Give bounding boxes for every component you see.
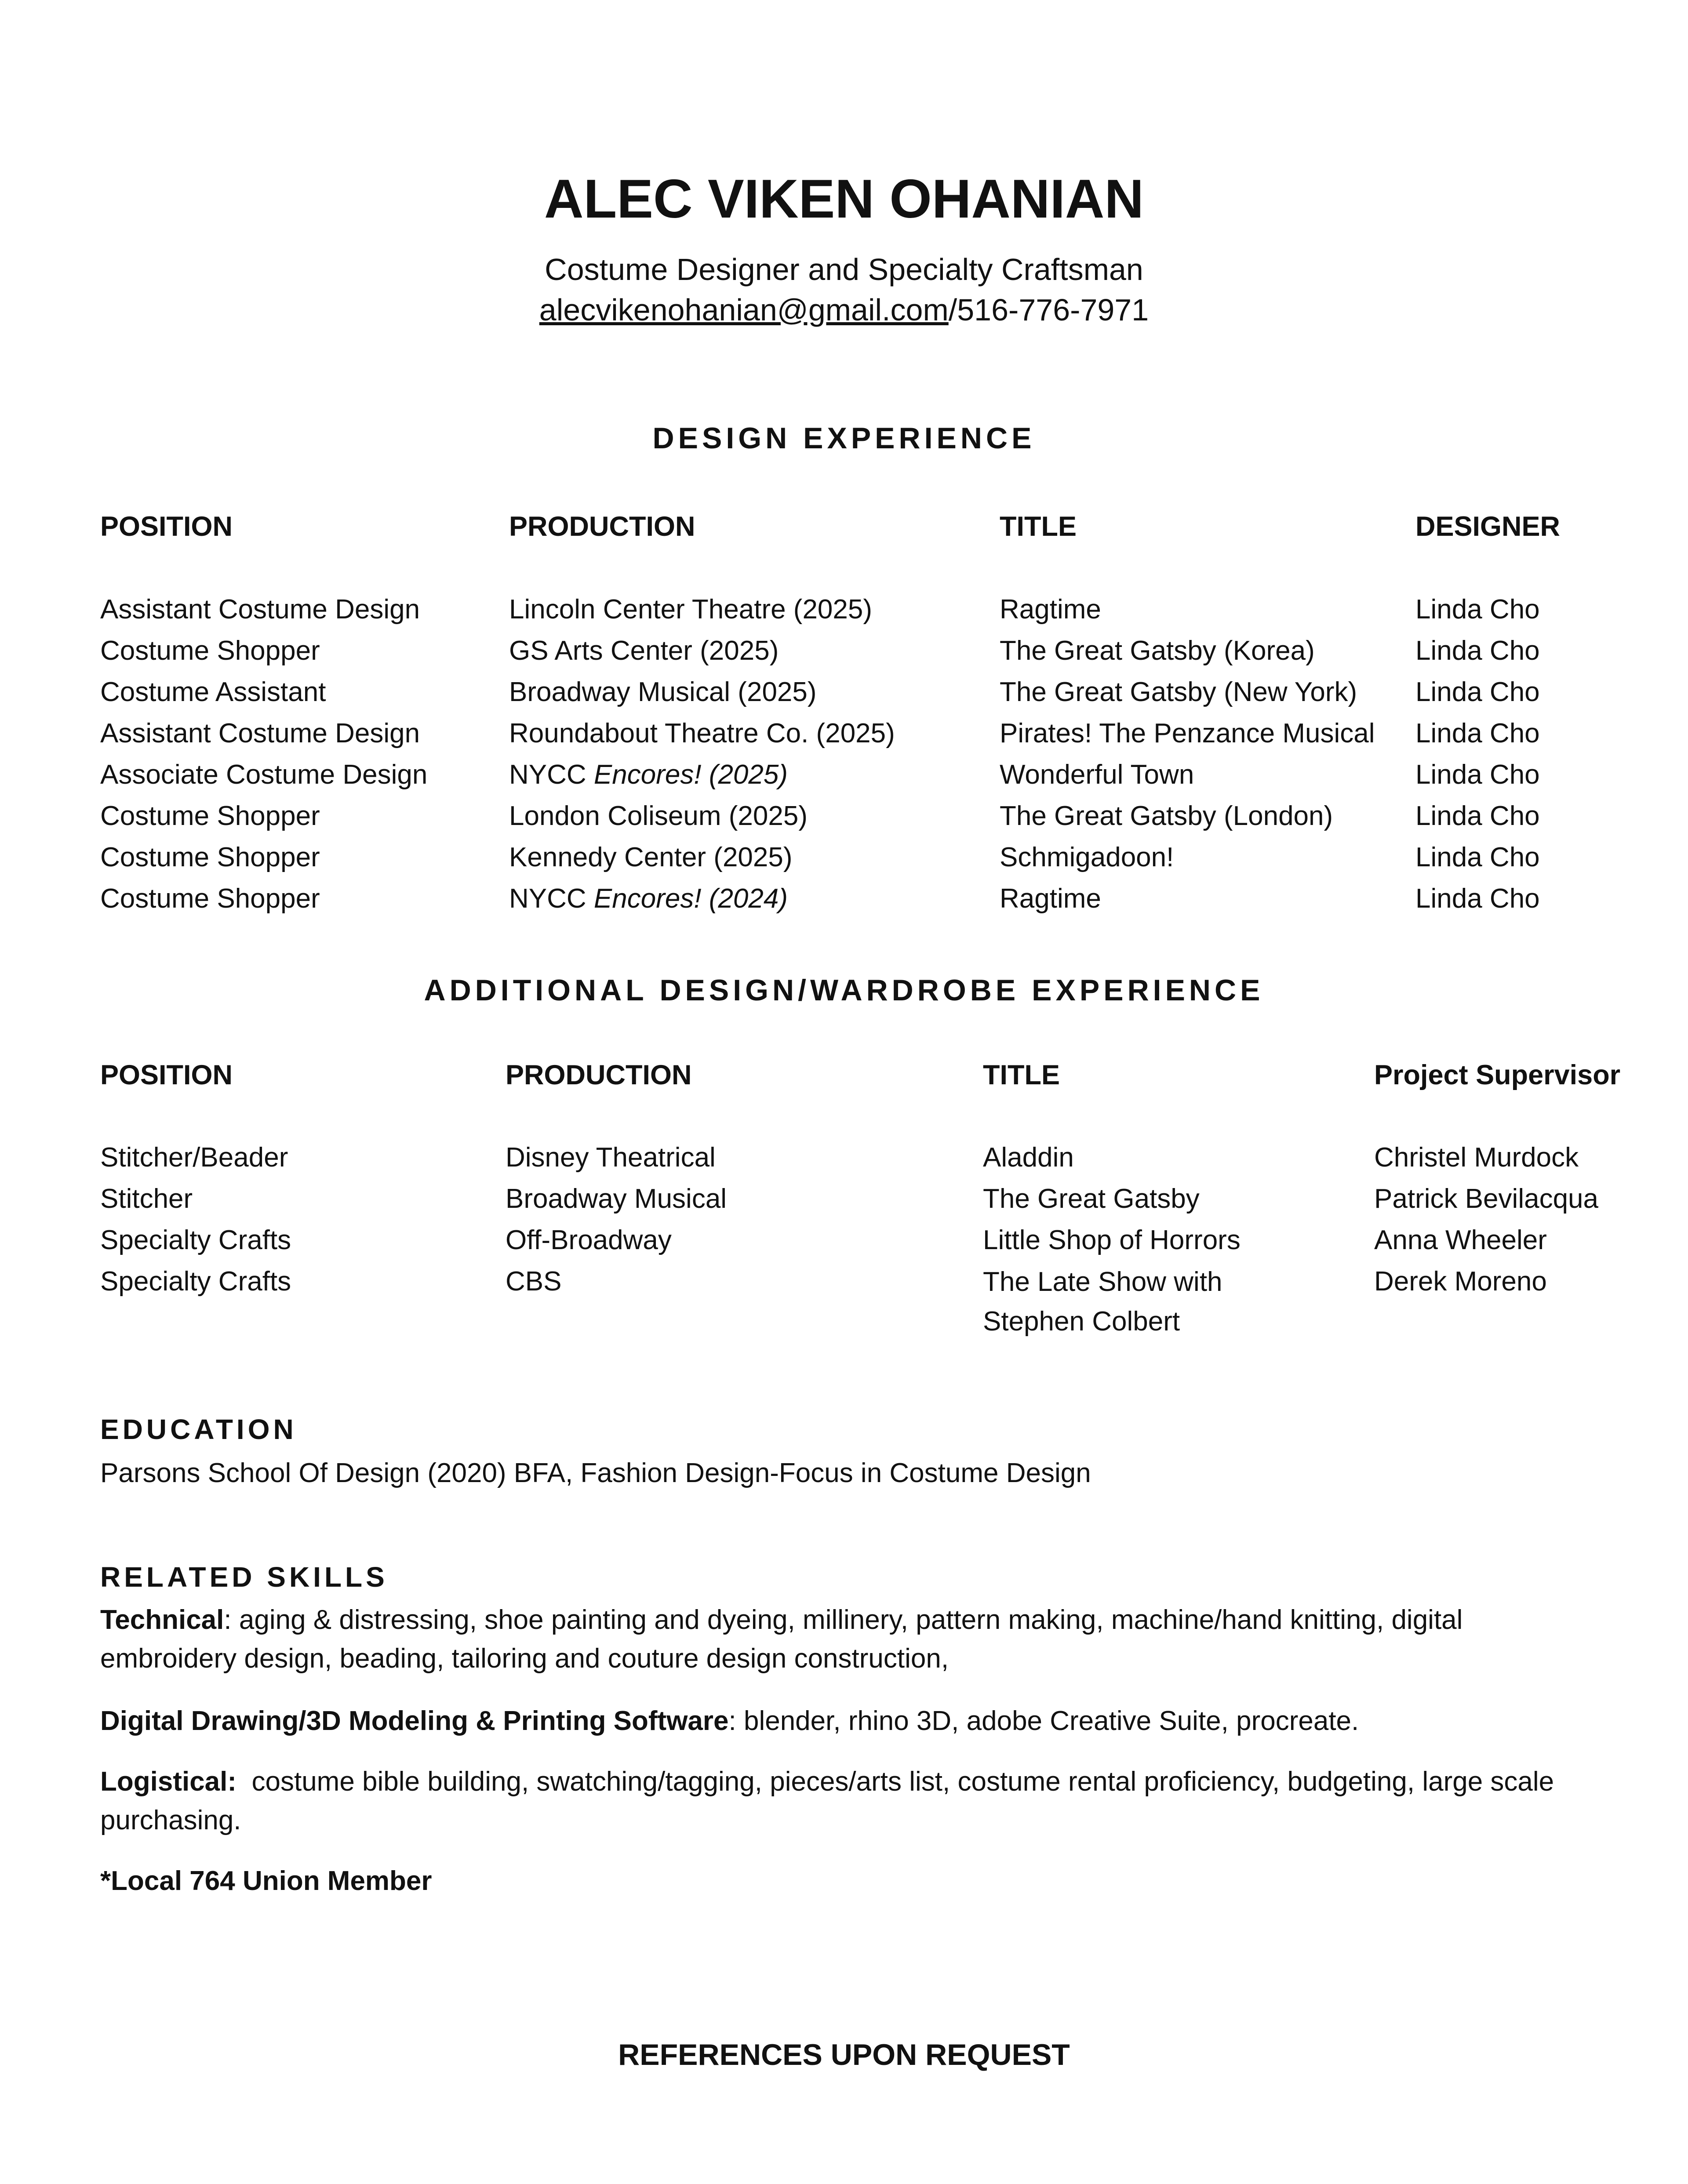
design-col-designer: DESIGNER: [1415, 511, 1561, 542]
design-row-production: Lincoln Center Theatre (2025): [509, 594, 873, 625]
design-row-designer: Linda Cho: [1415, 594, 1540, 625]
design-row-production: London Coliseum (2025): [509, 801, 808, 831]
additional-row-production: CBS: [506, 1266, 562, 1297]
additional-row-title: The Great Gatsby: [983, 1184, 1200, 1214]
design-row-production: GS Arts Center (2025): [509, 636, 779, 666]
resume-subtitle: Costume Designer and Specialty Craftsman: [545, 252, 1143, 287]
design-experience-heading: DESIGN EXPERIENCE: [652, 422, 1036, 455]
phone-number: /516-776-7971: [948, 293, 1149, 327]
education-text: Parsons School Of Design (2020) BFA, Fashion Design-Focus in Costume Design: [100, 1458, 1091, 1488]
design-row-production: Kennedy Center (2025): [509, 842, 793, 872]
design-row-designer: Linda Cho: [1415, 636, 1540, 666]
design-row-title: Wonderful Town: [1000, 759, 1194, 790]
design-row-title: The Great Gatsby (London): [1000, 801, 1333, 831]
design-row-position: Assistant Costume Design: [100, 594, 420, 625]
design-row-production: Broadway Musical (2025): [509, 677, 817, 707]
design-row-position: Costume Assistant: [100, 677, 326, 707]
additional-row-title: Aladdin: [983, 1142, 1074, 1173]
additional-row-position: Specialty Crafts: [100, 1266, 291, 1297]
design-row-designer: Linda Cho: [1415, 842, 1540, 872]
additional-row-production: Broadway Musical: [506, 1184, 727, 1214]
design-row-production: Roundabout Theatre Co. (2025): [509, 718, 895, 749]
skills-digital: Digital Drawing/3D Modeling & Printing Software: blender, rhino 3D, adobe Creative Suite, procreate.: [100, 1706, 1359, 1736]
additional-row-title: Little Shop of Horrors: [983, 1225, 1241, 1255]
design-row-position: Costume Shopper: [100, 636, 320, 666]
additional-experience-heading: ADDITIONAL DESIGN/WARDROBE EXPERIENCE: [424, 974, 1264, 1007]
contact-line: [0, 290, 1688, 330]
additional-col-title: TITLE: [983, 1060, 1060, 1090]
additional-row-title: The Late Show with Stephen Colbert: [983, 1267, 1222, 1337]
design-col-title: TITLE: [1000, 511, 1077, 542]
design-row-title: The Great Gatsby (New York): [1000, 677, 1357, 707]
additional-col-production: PRODUCTION: [506, 1060, 692, 1090]
design-row-position: Costume Shopper: [100, 883, 320, 914]
design-row-title: Pirates! The Penzance Musical: [1000, 718, 1375, 749]
design-row-designer: Linda Cho: [1415, 718, 1540, 749]
additional-row-position: Specialty Crafts: [100, 1225, 291, 1255]
additional-row-production: Disney Theatrical: [506, 1142, 716, 1173]
additional-row-position: Stitcher: [100, 1184, 193, 1214]
additional-row-position: Stitcher/Beader: [100, 1142, 288, 1173]
resume-name: ALEC VIKEN OHANIAN: [544, 169, 1144, 229]
additional-row-supervisor: Christel Murdock: [1374, 1142, 1579, 1173]
design-row-position: Assistant Costume Design: [100, 718, 420, 749]
additional-row-supervisor: Derek Moreno: [1374, 1266, 1547, 1297]
additional-row-supervisor: Patrick Bevilacqua: [1374, 1184, 1599, 1214]
union-member: *Local 764 Union Member: [100, 1866, 432, 1896]
design-row-title: Schmigadoon!: [1000, 842, 1174, 872]
design-row-designer: Linda Cho: [1415, 677, 1540, 707]
design-row-title: The Great Gatsby (Korea): [1000, 636, 1315, 666]
design-row-designer: Linda Cho: [1415, 883, 1540, 914]
skills-logistical: Logistical: costume bible building, swatching/tagging, pieces/arts list, costume rental proficiency, budgeting, large scale purchasing.: [100, 1766, 1562, 1835]
design-col-production: PRODUCTION: [509, 511, 695, 542]
skills-heading: RELATED SKILLS: [100, 1561, 388, 1593]
additional-col-supervisor: Project Supervisor: [1374, 1060, 1621, 1090]
design-row-production: NYCC Encores! (2025): [509, 759, 788, 790]
design-col-position: POSITION: [100, 511, 233, 542]
design-row-production: NYCC Encores! (2024): [509, 883, 788, 914]
education-heading: EDUCATION: [100, 1414, 297, 1445]
design-row-title: Ragtime: [1000, 594, 1101, 625]
design-row-title: Ragtime: [1000, 883, 1101, 914]
design-row-position: Associate Costume Design: [100, 759, 428, 790]
email-link[interactable]: alecvikenohanian@gmail.com: [539, 293, 949, 327]
design-row-designer: Linda Cho: [1415, 801, 1540, 831]
skills-technical: Technical: aging & distressing, shoe painting and dyeing, millinery, pattern making, machine/hand knitting, digital embroidery design, beading, tailoring and couture design construction,: [100, 1605, 1463, 1674]
additional-col-position: POSITION: [100, 1060, 233, 1090]
references-footer: REFERENCES UPON REQUEST: [618, 2038, 1070, 2071]
additional-row-supervisor: Anna Wheeler: [1374, 1225, 1547, 1255]
design-row-position: Costume Shopper: [100, 842, 320, 872]
design-row-designer: Linda Cho: [1415, 759, 1540, 790]
additional-row-production: Off-Broadway: [506, 1225, 672, 1255]
design-row-position: Costume Shopper: [100, 801, 320, 831]
